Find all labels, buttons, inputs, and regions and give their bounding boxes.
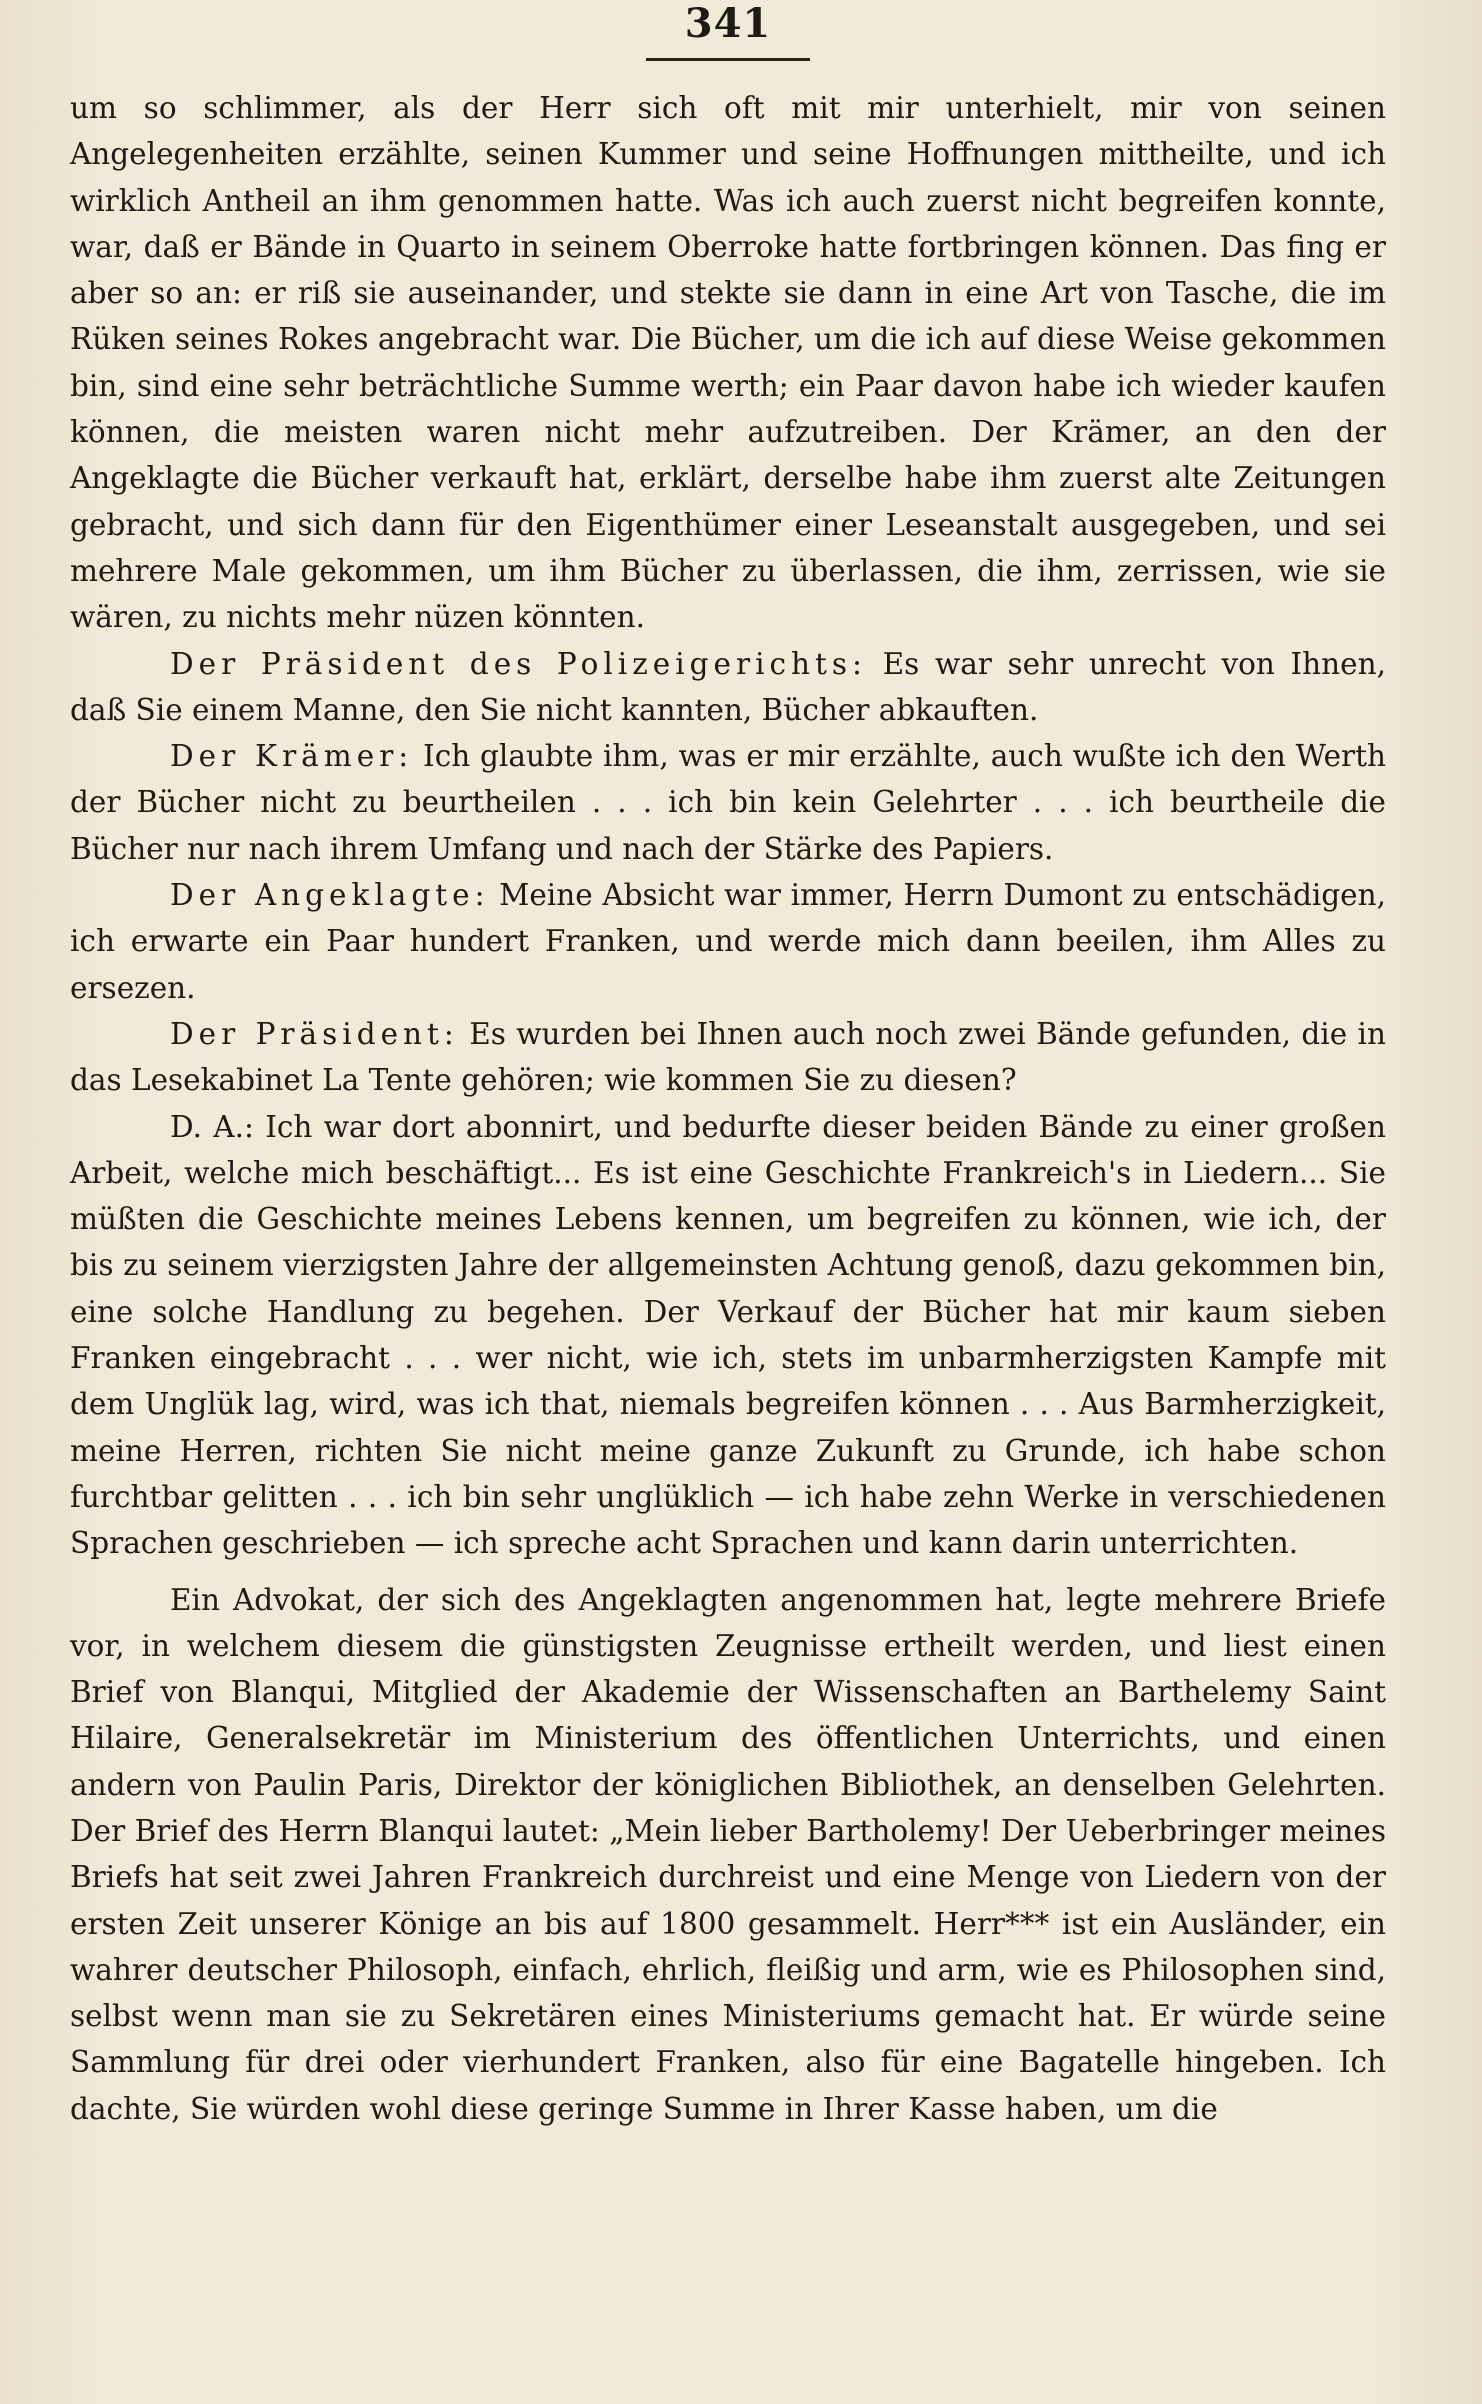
paragraph-kraemer	[70, 733, 1386, 872]
paragraph-da	[70, 1104, 1386, 1567]
speaker-label: Der Krämer:	[170, 739, 414, 774]
paragraph-advokat	[70, 1577, 1386, 2133]
paragraph-text: um so schlimmer, als der Herr sich oft mit mir unterhielt, mir von seinen Angelegenheiten erzählte, seinen Kummer und seine Hoffnungen mittheilte, und ich wirklich Antheil an ihm genommen hatte. Was ich auch zuerst nicht begreifen konnte, war, daß er Bände in Quarto in seinem Oberroke hatte fortbringen können. Das fing er aber so an: er riß sie auseinander, und stekte sie dann in eine Art von Tasche, die im Rüken seines Rokes angebracht war. Die Bücher, um die ich auf diese Weise gekommen bin, sind eine sehr beträchtliche Summe werth; ein Paar davon habe ich wieder kaufen können, die meisten waren nicht mehr aufzutreiben. Der Krämer, an den der Angeklagte die Bücher verkauft hat, erklärt, derselbe habe ihm zuerst alte Zeitungen gebracht, und sich dann für den Eigenthümer einer Leseanstalt ausgegeben, und sei mehrere Male gekommen, um ihm Bücher zu überlassen, die ihm, zerrissen, wie sie wären, zu nichts mehr nüzen könnten.	[70, 91, 1386, 635]
paragraph-text: Ein Advokat, der sich des Angeklagten angenommen hat, legte mehrere Briefe vor, in welchem diesem die günstigsten Zeugnisse ertheilt werden, und liest einen Brief von Blanqui, Mitglied der Akademie der Wissenschaften an Barthelemy Saint Hilaire, Generalsekretär im Ministerium des öffentlichen Unterrichts, und einen andern von Paulin Paris, Direktor der königlichen Bibliothek, an denselben Gelehrten. Der Brief des Herrn Blanqui lautet: „Mein lieber Bartholemy! Der Ueberbringer meines Briefs hat seit zwei Jahren Frankreich durchreist und eine Menge von Liedern von der ersten Zeit unserer Könige an bis auf 1800 gesammelt. Herr*** ist ein Ausländer, ein wahrer deutscher Philosoph, einfach, ehrlich, fleißig und arm, wie es Philosophen sind, selbst wenn man sie zu Sekretären eines Ministeriums gemacht hat. Er würde seine Sammlung für drei oder vierhundert Franken, also für eine Bagatelle hingeben. Ich dachte, Sie würden wohl diese geringe Summe in Ihrer Kasse haben, um die	[70, 1582, 1386, 2126]
speaker-label: Der Präsident des Polizeigerichts:	[170, 646, 867, 681]
paragraph-text: Meine Absicht war immer, Herrn Dumont zu entschädigen, ich erwarte ein Paar hundert Franken, und werde mich dann beeilen, ihm Alles zu ersezen.	[70, 878, 1386, 1005]
page-number: 341	[684, 0, 772, 47]
header-rule	[646, 58, 810, 61]
paragraph-angeklagte	[70, 872, 1386, 1011]
paragraph-text: Ich war dort abonnirt, und bedurfte dieser beiden Bände zu einer großen Arbeit, welche mich beschäftigt... Es ist eine Geschichte Frankreich's in Liedern... Sie müßten die Geschichte meines Lebens kennen, um begreifen zu können, wie ich, der bis zu seinem vierzigsten Jahre der allgemeinsten Achtung genoß, dazu gekommen bin, eine solche Handlung zu begehen. Der Verkauf der Bücher hat mir kaum sieben Franken eingebracht . . . wer nicht, wie ich, stets im unbarmherzigsten Kampfe mit dem Unglük lag, wird, was ich that, niemals begreifen können . . . Aus Barmherzigkeit, meine Herren, richten Sie nicht meine ganze Zukunft zu Grunde, ich habe schon furchtbar gelitten . . . ich bin sehr unglüklich — ich habe zehn Werke in verschiedenen Sprachen geschrieben — ich spreche acht Sprachen und kann darin unterrichten.	[70, 1109, 1386, 1561]
paragraph-president-2	[70, 1011, 1386, 1104]
paragraph-president-1	[70, 641, 1386, 734]
paragraph-continuation	[70, 85, 1386, 641]
paragraph-text: Ich glaubte ihm, was er mir erzählte, auch wußte ich den Werth der Bücher nicht zu beurtheilen . . . ich bin kein Gelehrter . . . ich beurtheile die Bücher nur nach ihrem Umfang und nach der Stärke des Papiers.	[70, 739, 1386, 866]
speaker-label: Der Präsident:	[170, 1016, 459, 1051]
speaker-label: Der Angeklagte:	[170, 878, 490, 913]
paragraph-text: Es war sehr unrecht von Ihnen, daß Sie einem Manne, den Sie nicht kannten, Bücher abkauften.	[70, 646, 1386, 727]
paragraph-text: Es wurden bei Ihnen auch noch zwei Bände gefunden, die in das Lesekabinet La Tente gehören; wie kommen Sie zu diesen?	[70, 1016, 1386, 1098]
speaker-label: D. A.:	[170, 1109, 254, 1144]
body-text	[70, 85, 1386, 2132]
